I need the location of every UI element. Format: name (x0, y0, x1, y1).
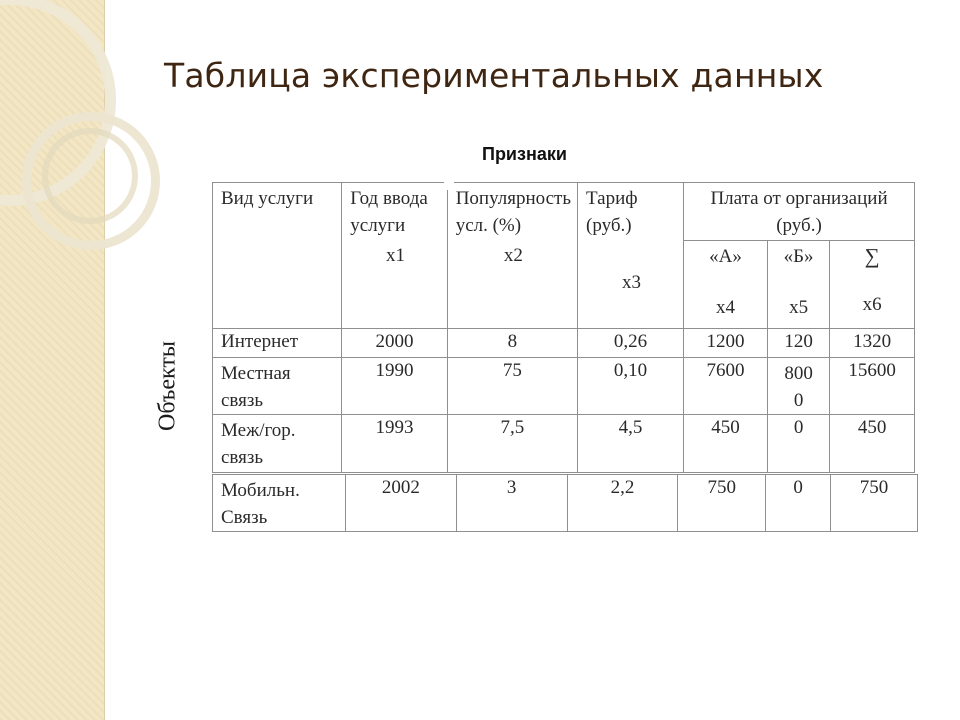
table-cell: 0,10 (578, 358, 684, 415)
objects-axis-label: Объекты (154, 341, 181, 431)
column-code-x1: x1 (385, 245, 405, 266)
table-border-gap (444, 182, 454, 190)
table-cell: 2,2 (567, 475, 678, 532)
table-row (213, 358, 915, 415)
header-org-b: «Б» x5 (767, 241, 829, 329)
split-value: 800 0 (784, 363, 813, 411)
table-cell: 2000 (342, 329, 447, 358)
table-cell: 8 (447, 329, 577, 358)
table-row (213, 415, 915, 473)
table-cell: 7600 (684, 358, 768, 415)
column-code-x2: x2 (503, 245, 523, 266)
features-caption: Признаки (482, 144, 567, 164)
header-payment-from-organizations: Плата от организаций (руб.) (684, 183, 915, 241)
table-cell: 75 (447, 358, 577, 415)
experimental-data-table-continued (212, 474, 918, 532)
sum-symbol: ∑ (864, 244, 880, 268)
column-code-x5: x5 (789, 297, 809, 318)
table-cell: 0 (767, 415, 829, 473)
table-cell: 1320 (830, 329, 915, 358)
row-label: Интернет (213, 329, 342, 358)
table-cell: 450 (684, 415, 768, 473)
column-code-x6: x6 (862, 294, 882, 315)
header-tariff: Тариф (руб.) x3 (578, 183, 684, 329)
table-cell: 1990 (342, 358, 447, 415)
header-service-type: Вид услуги (213, 183, 342, 329)
table-cell: 15600 (830, 358, 915, 415)
header-popularity: Популярность усл. (%) x2 (447, 183, 577, 329)
decorative-ring (42, 128, 138, 224)
table-cell: 0 (766, 475, 831, 532)
table-cell: 1200 (684, 329, 768, 358)
slide-title: Таблица экспериментальных данных (164, 56, 824, 95)
row-label: Местная связь (213, 358, 342, 415)
row-label: Мобильн. Связь (213, 475, 346, 532)
table-cell: 0,26 (578, 329, 684, 358)
table-row (213, 475, 918, 532)
table-cell: 450 (830, 415, 915, 473)
table-cell: 120 (767, 329, 829, 358)
table-cell: 1993 (342, 415, 447, 473)
column-code-x3: x3 (622, 272, 642, 293)
table-cell: 7,5 (447, 415, 577, 473)
table-cell: 750 (831, 475, 918, 532)
header-sum (830, 241, 915, 329)
table-cell: 750 (678, 475, 766, 532)
header-year: Год ввода услуги x1 (342, 183, 447, 329)
header-org-a: «А» x4 (684, 241, 768, 329)
table-cell-wrapped (767, 358, 829, 415)
column-code-x4: x4 (715, 297, 735, 318)
table-cell: 3 (456, 475, 567, 532)
decorative-side-band (0, 0, 105, 720)
row-label: Меж/гор. связь (213, 415, 342, 473)
table-cell: 4,5 (578, 415, 684, 473)
table-cell: 2002 (345, 475, 456, 532)
experimental-data-table (212, 182, 915, 473)
table-row (213, 329, 915, 358)
